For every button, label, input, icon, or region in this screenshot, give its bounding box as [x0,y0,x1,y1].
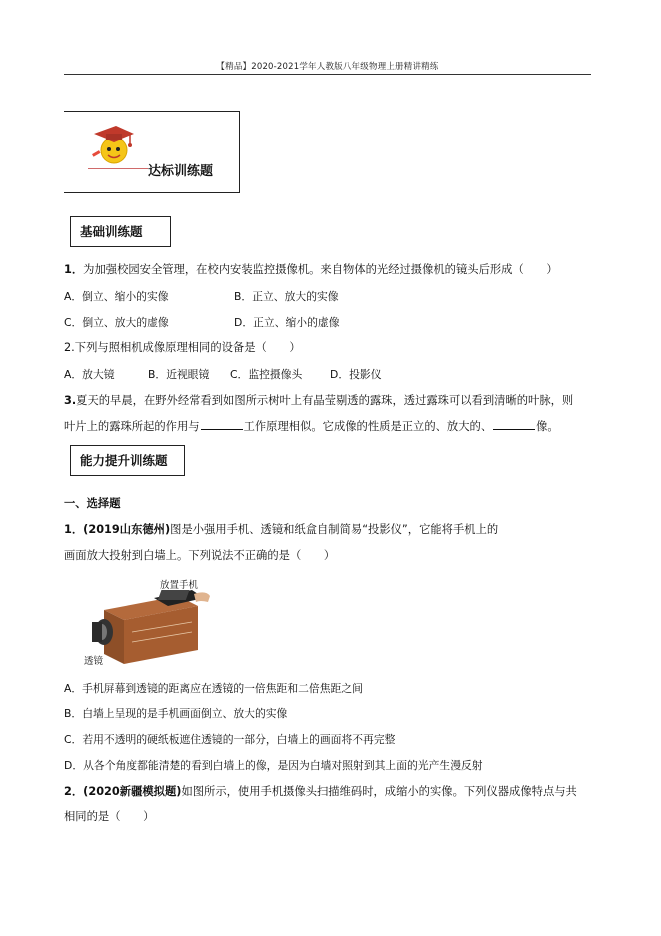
q3-line1 [64,393,573,409]
q3-line2 [64,418,559,435]
q4-option-a: A．手机屏幕到透镜的距离应在透镜的一倍焦距和二倍焦距之间 [64,682,363,695]
q3-text-2b: 工作原理相似。它成像的性质是正立的、放大的、 [243,420,493,433]
q5-line2: 相同的是（ ） [64,810,155,823]
q4-text-1: 图是小强用手机、透镜和纸盒自制简易“投影仪”，它能将手机上的 [170,523,499,536]
photo-label-phone: 放置手机 [160,580,199,591]
q5-text-1: 如图所示，使用手机摄像头扫描维码时，成缩小的实像。下列仪器成像特点与共 [181,785,577,798]
q1-option-c: C．倒立、放大的虚像 [64,316,169,329]
q4-option-c: C．若用不透明的硬纸板遮住透镜的一部分，白墙上的画面将不再完整 [64,733,396,746]
banner-underline [88,168,148,169]
banner-box [64,111,240,193]
q4-line2: 画面放大投射到白墙上。下列说法不正确的是（ ） [64,549,336,562]
q4-number: 1． [64,523,84,536]
q2-option-d: D．投影仪 [330,368,382,381]
q1-number: 1． [64,263,84,276]
q3-number: 3. [64,394,77,407]
q1-option-d: D．正立、缩小的虚像 [234,316,340,329]
section-basic-label: 基础训练题 [70,216,171,247]
q2-stem: 2.下列与照相机成像原理相同的设备是（ ） [64,341,301,354]
q2-option-a: A．放大镜 [64,368,115,381]
q3-text-2a: 叶片上的露珠所起的作用与 [64,420,200,433]
q1-option-a: A．倒立、缩小的实像 [64,290,169,303]
q3-text-2c: 像。 [536,420,559,433]
q2-option-c: C．监控摄像头 [230,368,303,381]
q4-source: (2019山东德州) [83,523,171,536]
q3-text-1: 夏天的早晨，在野外经常看到如图所示树叶上有晶莹剔透的露珠，透过露珠可以看到清晰的叶脉，则 [76,394,574,407]
part1-title: 一、选择题 [64,497,121,510]
banner-title: 达标训练题 [148,164,214,179]
q3-blank-2[interactable] [493,418,535,430]
q2-option-b: B．近视眼镜 [148,368,210,381]
q3-blank-1[interactable] [201,418,243,430]
q1-text: 为加强校园安全管理，在校内安装监控摄像机。来自物体的光经过摄像机的镜头后形成（ ） [83,263,558,276]
q1-option-b: B．正立、放大的实像 [234,290,339,303]
q5-line1 [64,784,577,800]
q1-stem [64,262,558,278]
page-header: 【精品】2020-2021学年人教版八年级物理上册精讲精练 [216,62,439,72]
q4-option-b: B．白墙上呈现的是手机画面倒立、放大的实像 [64,707,288,720]
q5-source: (2020新疆模拟题) [83,785,182,798]
graduate-mascot-icon [90,120,136,168]
q4-line1 [64,522,498,538]
q4-option-d: D．从各个角度都能清楚的看到白墙上的像，是因为白墙对照射到其上面的光产生漫反射 [64,759,483,772]
header-rule [64,74,591,75]
section-advanced-label: 能力提升训练题 [70,445,185,476]
q5-number: 2． [64,785,84,798]
photo-label-lens: 透镜 [84,656,104,667]
